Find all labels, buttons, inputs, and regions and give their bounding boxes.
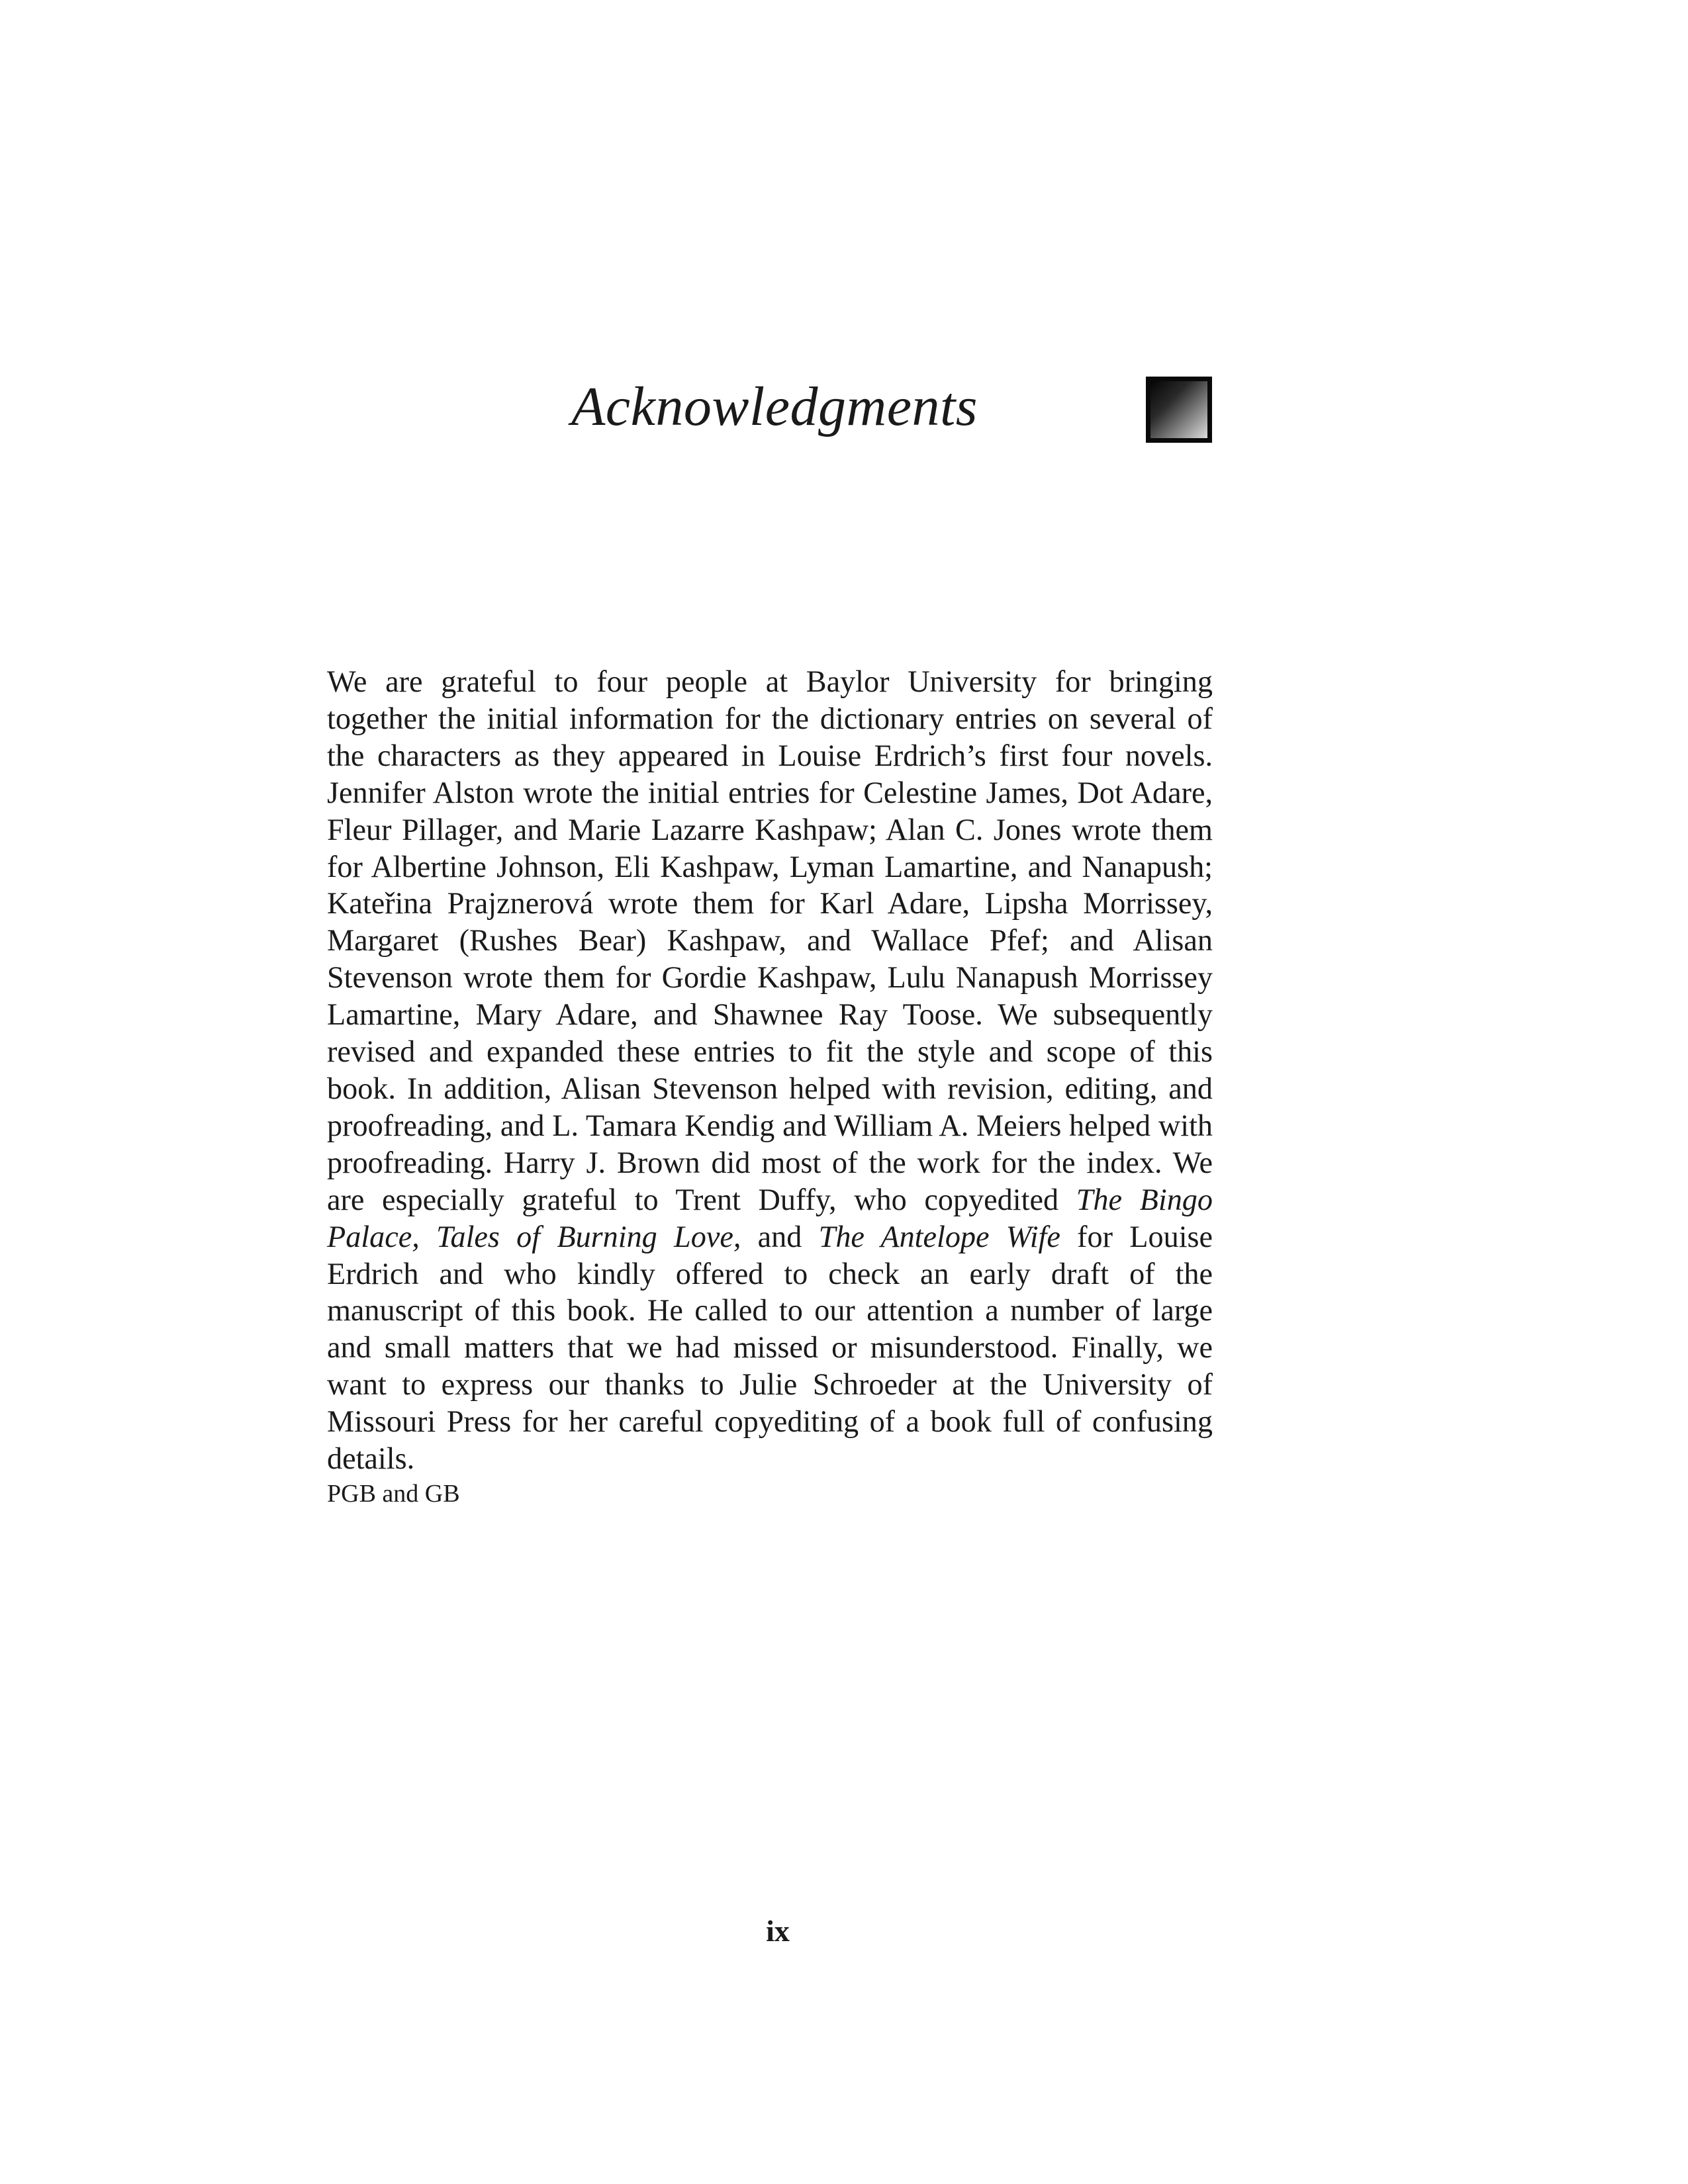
page-number: ix bbox=[766, 1914, 790, 1948]
gradient-square-icon bbox=[1146, 377, 1212, 443]
page-title: Acknowledgments bbox=[571, 376, 978, 437]
paragraph-text-part-1: We are grateful to four people at Baylor University for bringing together the initial information for the dictionary entries on several of the characters as they appeared in Louise Erdrich’s first four novels. Jennifer Alston wrote the initial entries for Celestine James, Dot Adare, Fleur Pillager, and Marie Lazarre Kashpaw; Alan C. Jones wrote them for Albertine Johnson, Eli Kashpaw, Lyman Lamartine, and Nanapush; Kateřina Prajznerová wrote them for Karl Adare, Lipsha Morrissey, Margaret (Rushes Bear) Kashpaw, and Wallace Pfef; and Alisan Stevenson wrote them for Gordie Kashpaw, Lulu Nanapush Morrissey Lamartine, Mary Adare, and Shawnee Ray Toose. We subsequently revised and expanded these entries to fit the style and scope of this book. In addition, Alisan Stevenson helped with revision, editing, and proofreading, and L. Tamara Kendig and William A. Meiers helped with proofreading. Harry J. Brown did most of the work for the index. We are especially grateful to Trent Duffy, who copyedited bbox=[327, 664, 1213, 1216]
book-title-italic-2: The Antelope Wife bbox=[818, 1219, 1060, 1253]
paragraph-text-part-2: and bbox=[757, 1219, 802, 1253]
author-initials: PGB and GB bbox=[327, 1480, 460, 1508]
acknowledgments-paragraph bbox=[327, 663, 1213, 1477]
paragraph-text-part-3: for Louise Erdrich and who kindly offered to check an early draft of the manuscript of this book. He called to our attention a number of large and small matters that we had missed or misunderstood. Finally, we want to express our thanks to Julie Schroeder at the University of Missouri Press for her careful copyediting of a book full of confusing details. bbox=[327, 1219, 1213, 1476]
book-titles-italic-1: The Bingo Palace, Tales of Burning Love, bbox=[327, 1182, 1213, 1253]
